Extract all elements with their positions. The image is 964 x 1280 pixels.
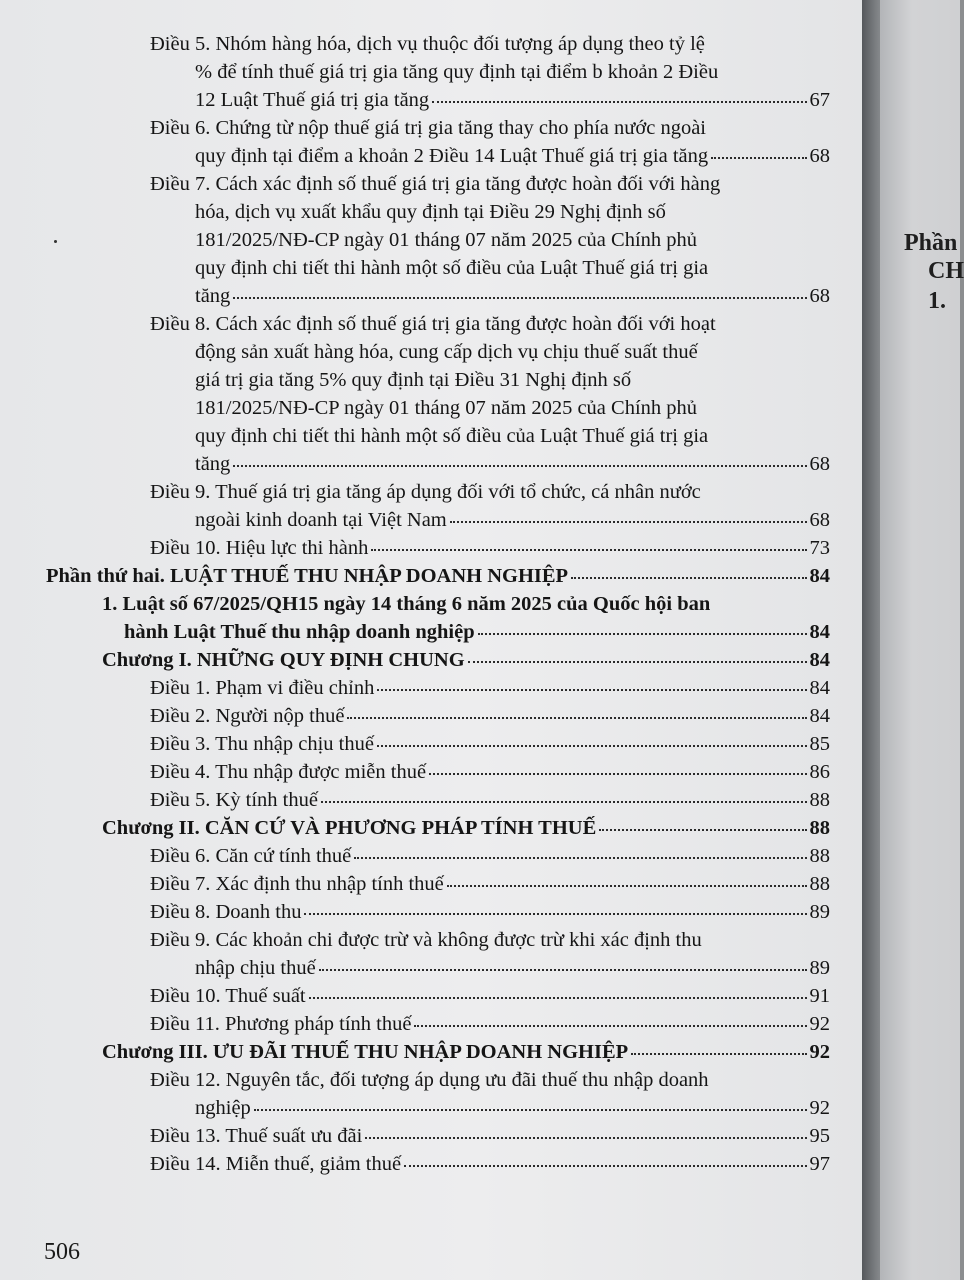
toc-entry-text: Điều 7. Cách xác định số thuế giá trị gia tăng được hoàn đối với hàng [150,173,721,195]
toc-entry-text: tăng [195,285,231,307]
toc-page-number: 68 [809,145,830,167]
toc-page-number: 88 [809,873,830,895]
toc-page-number: 84 [809,705,830,727]
toc-entry-text: Điều 8. Cách xác định số thuế giá trị gia tăng được hoàn đối với hoạt [150,313,716,335]
toc-entry-text: % để tính thuế giá trị gia tăng quy định tại điểm b khoản 2 Điều [195,61,719,83]
toc-page-number: 91 [809,985,830,1007]
facing-page-fragment: Phần [904,230,958,256]
dot-leader [599,829,806,831]
dot-leader [354,857,806,859]
dot-leader [414,1025,806,1027]
toc-article-entry [40,730,830,758]
toc-entry-text: hóa, dịch vụ xuất khẩu quy định tại Điều 29 Nghị định số [195,201,666,223]
toc-entry-text: Điều 3. Thu nhập chịu thuế [150,733,374,755]
dot-leader [631,1053,806,1055]
toc-entry-text: 1. Luật số 67/2025/QH15 ngày 14 tháng 6 năm 2025 của Quốc hội ban [102,593,711,615]
toc-article-entry [40,842,830,870]
dot-leader [365,1137,806,1139]
toc-page-number: 97 [809,1153,830,1175]
dot-leader [450,521,807,523]
dot-leader [478,633,807,635]
dot-leader [371,549,806,551]
facing-page-fragment: 1. [928,288,946,314]
dot-leader [233,465,806,467]
toc-article-entry [40,898,830,926]
toc-page-number: 84 [809,677,830,699]
toc-article-entry [40,534,830,562]
toc-article-entry [40,1066,830,1122]
toc-entry-text: Chương I. NHỮNG QUY ĐỊNH CHUNG [102,649,465,671]
toc-page-number: 86 [809,761,830,783]
toc-entry-text: tăng [195,453,231,475]
facing-page-fragment: CH [928,258,964,284]
toc-article-entry [40,926,830,982]
dot-leader [304,913,806,915]
toc-page-number: 92 [809,1041,830,1063]
toc-page-number: 92 [809,1097,830,1119]
toc-chapter-entry [40,814,830,842]
toc-article-entry [40,1122,830,1150]
toc-article-entry [40,310,830,478]
toc-entry-text: Điều 8. Doanh thu [150,901,302,923]
toc-entry-text: Phần thứ hai. LUẬT THUẾ THU NHẬP DOANH NGHIỆP [46,565,569,587]
toc-entry-text: giá trị gia tăng 5% quy định tại Điều 31 Nghị định số [195,369,632,391]
toc-chapter-entry [40,646,830,674]
toc-page-number: 68 [809,285,830,307]
toc-page-number: 85 [809,733,830,755]
dot-leader [432,101,806,103]
toc-entry-text: động sản xuất hàng hóa, cung cấp dịch vụ chịu thuế suất thuế [195,341,698,363]
toc-page-number: 88 [809,789,830,811]
toc-article-entry [40,674,830,702]
toc-page-number: 92 [809,1013,830,1035]
toc-entry-text: Điều 9. Các khoản chi được trừ và không được trừ khi xác định thu [150,929,702,951]
toc-page-number: 89 [809,901,830,923]
toc-entry-text: Điều 9. Thuế giá trị gia tăng áp dụng đối với tổ chức, cá nhân nước [150,481,701,503]
toc-entry-text: quy định tại điểm a khoản 2 Điều 14 Luật Thuế giá trị gia tăng [195,145,709,167]
toc-page-number: 73 [809,537,830,559]
dot-leader [377,745,807,747]
dot-leader [468,661,807,663]
toc-entry-text: Điều 5. Kỳ tính thuế [150,789,318,811]
dot-leader [711,157,806,159]
toc-entry-text: Điều 11. Phương pháp tính thuế [150,1013,412,1035]
dot-leader [347,717,806,719]
toc-article-entry [40,758,830,786]
toc-article-entry [40,30,830,114]
toc-entry-text: 12 Luật Thuế giá trị gia tăng [195,89,430,111]
toc-page-number: 95 [809,1125,830,1147]
toc-page-number: 88 [809,817,830,839]
toc-article-entry [40,982,830,1010]
toc-entry-text: Điều 6. Chứng từ nộp thuế giá trị gia tăng thay cho phía nước ngoài [150,117,706,139]
toc-page-number: 84 [809,621,830,643]
toc-chapter-entry [40,1038,830,1066]
toc-entry-text: Điều 7. Xác định thu nhập tính thuế [150,873,444,895]
facing-page-edge [880,0,964,1280]
toc-entry-text: 181/2025/NĐ-CP ngày 01 tháng 07 năm 2025 của Chính phủ [195,229,698,251]
toc-entry-text: Điều 2. Người nộp thuế [150,705,345,727]
dot-leader [404,1165,806,1167]
toc-entry-text: Điều 10. Hiệu lực thi hành [150,537,369,559]
toc-page-number: 68 [809,453,830,475]
toc-article-entry [40,478,830,534]
toc-entry-text: ngoài kinh doanh tại Việt Nam [195,509,447,531]
toc-entry-text: Chương III. ƯU ĐÃI THUẾ THU NHẬP DOANH NGHIỆP [102,1041,629,1063]
table-of-contents [40,30,830,1178]
dot-leader [571,577,806,579]
toc-article-entry [40,870,830,898]
toc-entry-text: Điều 10. Thuế suất [150,985,306,1007]
page-number: 506 [44,1239,80,1265]
toc-entry-text: 181/2025/NĐ-CP ngày 01 tháng 07 năm 2025 của Chính phủ [195,397,698,419]
toc-article-entry [40,786,830,814]
toc-article-entry [40,170,830,310]
toc-article-entry [40,1150,830,1178]
dot-leader [429,773,806,775]
toc-page-number: 68 [809,509,830,531]
toc-part-entry [40,562,830,590]
dot-leader [321,801,807,803]
toc-entry-text: Chương II. CĂN CỨ VÀ PHƯƠNG PHÁP TÍNH THUẾ [102,817,597,839]
toc-article-entry [40,1010,830,1038]
toc-entry-text: hành Luật Thuế thu nhập doanh nghiệp [124,621,475,643]
toc-entry-text: Điều 6. Căn cứ tính thuế [150,845,352,867]
toc-entry-text: nhập chịu thuế [195,957,316,979]
toc-page-number: 84 [809,649,830,671]
toc-entry-text: Điều 14. Miễn thuế, giảm thuế [150,1153,402,1175]
dot-leader [233,297,806,299]
toc-page-number: 84 [809,565,830,587]
toc-entry-text: Điều 13. Thuế suất ưu đãi [150,1125,363,1147]
dot-leader [309,997,807,999]
toc-entry-text: quy định chi tiết thi hành một số điều của Luật Thuế giá trị gia [195,425,709,447]
toc-entry-text: Điều 12. Nguyên tắc, đối tượng áp dụng ưu đãi thuế thu nhập doanh [150,1069,709,1091]
toc-law-entry [40,590,830,646]
toc-entry-text: Điều 4. Thu nhập được miễn thuế [150,761,427,783]
dot-leader [319,969,807,971]
toc-entry-text: quy định chi tiết thi hành một số điều của Luật Thuế giá trị gia [195,257,709,279]
toc-page-number: 89 [809,957,830,979]
toc-page-number: 88 [809,845,830,867]
toc-entry-text: nghiệp [195,1097,251,1119]
toc-entry-text: Điều 5. Nhóm hàng hóa, dịch vụ thuộc đối tượng áp dụng theo tỷ lệ [150,33,705,55]
dot-leader [377,689,806,691]
toc-article-entry [40,114,830,170]
print-speck [54,240,57,243]
toc-entry-text: Điều 1. Phạm vi điều chỉnh [150,677,375,699]
toc-page-number: 67 [809,89,830,111]
dot-leader [447,885,807,887]
toc-article-entry [40,702,830,730]
dot-leader [254,1109,807,1111]
